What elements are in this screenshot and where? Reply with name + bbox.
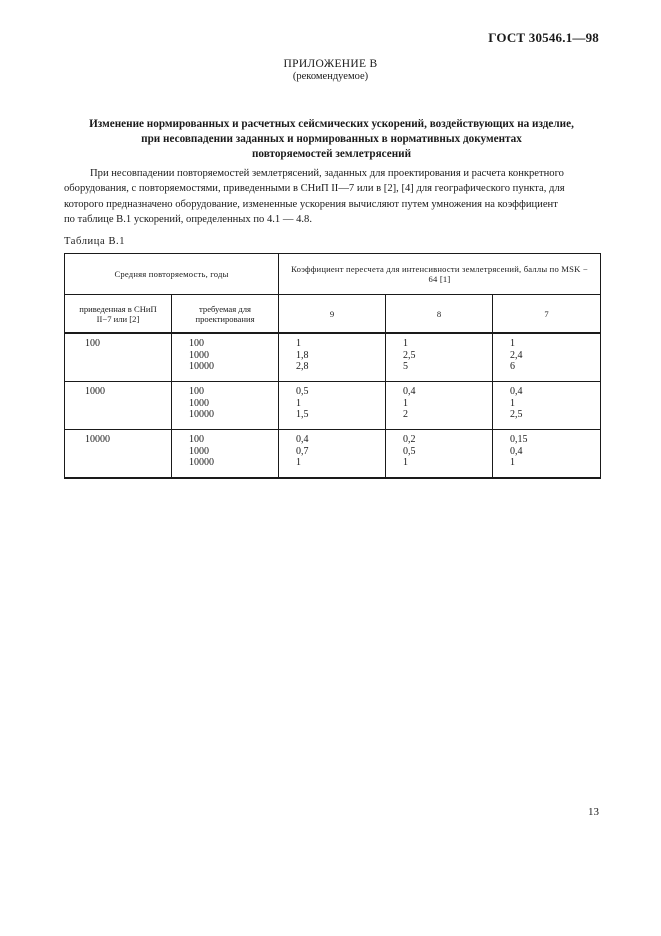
page-number: 13 [588, 806, 599, 818]
header-repeatability: Средняя повторяемость, годы [65, 254, 279, 295]
body-paragraph [64, 166, 599, 227]
k7-values [493, 333, 601, 382]
required-value: 10000 [189, 409, 214, 420]
coefficient-value: 1 [296, 397, 302, 409]
required-value: 1000 [189, 397, 209, 409]
k8-values [386, 333, 493, 382]
coefficient-value: 1,5 [296, 409, 309, 420]
paragraph-line: которого предназначено оборудование, измененные ускорения вычисляют путем умножения на коэффициент [64, 198, 558, 210]
paragraph-line: по таблице В.1 ускорений, определенных по 4.1 — 4.8. [64, 213, 312, 225]
k9-values [279, 430, 386, 479]
heading-line: повторяемостей землетрясений [251, 148, 412, 160]
document-code: ГОСТ 30546.1—98 [488, 30, 599, 45]
coefficient-value: 0,4 [403, 386, 416, 397]
coefficient-value: 2,4 [510, 349, 523, 361]
coefficient-value: 6 [510, 361, 516, 372]
required-value: 100 [189, 338, 204, 349]
coefficient-value: 1 [403, 397, 409, 409]
required-value: 1000 [189, 445, 209, 457]
required-value: 1000 [189, 349, 209, 361]
coefficient-value: 5 [403, 361, 409, 372]
given-value: 100 [65, 333, 172, 382]
paragraph-line: оборудования, с повторяемостями, приведенными в СНиП II—7 или в [2], [4] для географического пункта, для [64, 183, 565, 195]
intensity-8: 8 [386, 295, 493, 334]
given-value: 1000 [65, 382, 172, 430]
coefficient-value: 0,5 [403, 445, 416, 457]
annex-subtitle: (рекомендуемое) [292, 71, 369, 82]
coefficient-value: 0,4 [510, 445, 523, 457]
coefficient-value: 1 [296, 457, 302, 468]
coefficient-value: 1 [510, 397, 516, 409]
coefficient-value: 1 [510, 457, 516, 468]
k8-values [386, 430, 493, 479]
coefficient-value: 1,8 [296, 349, 309, 361]
required-value: 10000 [189, 361, 214, 372]
coefficient-value: 0,15 [510, 434, 528, 445]
table-row [65, 333, 601, 382]
intensity-7: 7 [493, 295, 601, 334]
coefficient-value: 2,5 [403, 349, 416, 361]
coefficient-value: 2 [403, 409, 409, 420]
required-values [172, 430, 279, 479]
heading-line: Изменение нормированных и расчетных сейсмических ускорений, воздействующих на изделие, [89, 118, 574, 130]
coefficient-value: 1 [403, 457, 409, 468]
annex-title: ПРИЛОЖЕНИЕ В [283, 58, 378, 70]
table-row [65, 382, 601, 430]
table-header-row [65, 254, 601, 295]
coefficient-value: 0,4 [296, 434, 309, 445]
k8-values [386, 382, 493, 430]
coefficient-value: 2,8 [296, 361, 309, 372]
coefficient-value: 0,7 [296, 445, 309, 457]
subheader-required: требуемая для проектирования [172, 295, 279, 334]
table-label: Таблица В.1 [64, 236, 126, 247]
coefficient-value: 0,5 [296, 386, 309, 397]
required-values [172, 382, 279, 430]
subheader-given: приведенная в СНиП II−7 или [2] [65, 295, 172, 334]
heading-line: при несовпадении заданных и нормированных в нормативных документах [141, 133, 522, 145]
k9-values [279, 382, 386, 430]
table-row [65, 430, 601, 479]
coefficient-value: 0,2 [403, 434, 416, 445]
coefficient-value: 1 [403, 338, 409, 349]
coefficient-value: 1 [296, 338, 302, 349]
coefficient-value: 2,5 [510, 409, 523, 420]
required-value: 100 [189, 434, 204, 445]
coefficient-value: 0,4 [510, 386, 523, 397]
coefficient-value: 1 [510, 338, 516, 349]
given-value: 10000 [65, 430, 172, 479]
header-coefficient: Коэффициент пересчета для интенсивности землетрясений, баллы по MSK − 64 [1] [279, 254, 601, 295]
section-heading [64, 117, 599, 162]
k9-values [279, 333, 386, 382]
required-value: 10000 [189, 457, 214, 468]
required-values [172, 333, 279, 382]
coefficient-table [64, 253, 601, 479]
table-subheader-row [65, 295, 601, 334]
k7-values [493, 430, 601, 479]
required-value: 100 [189, 386, 204, 397]
intensity-9: 9 [279, 295, 386, 334]
k7-values [493, 382, 601, 430]
paragraph-line: При несовпадении повторяемостей землетрясений, заданных для проектирования и расчета конкретного [90, 168, 564, 179]
